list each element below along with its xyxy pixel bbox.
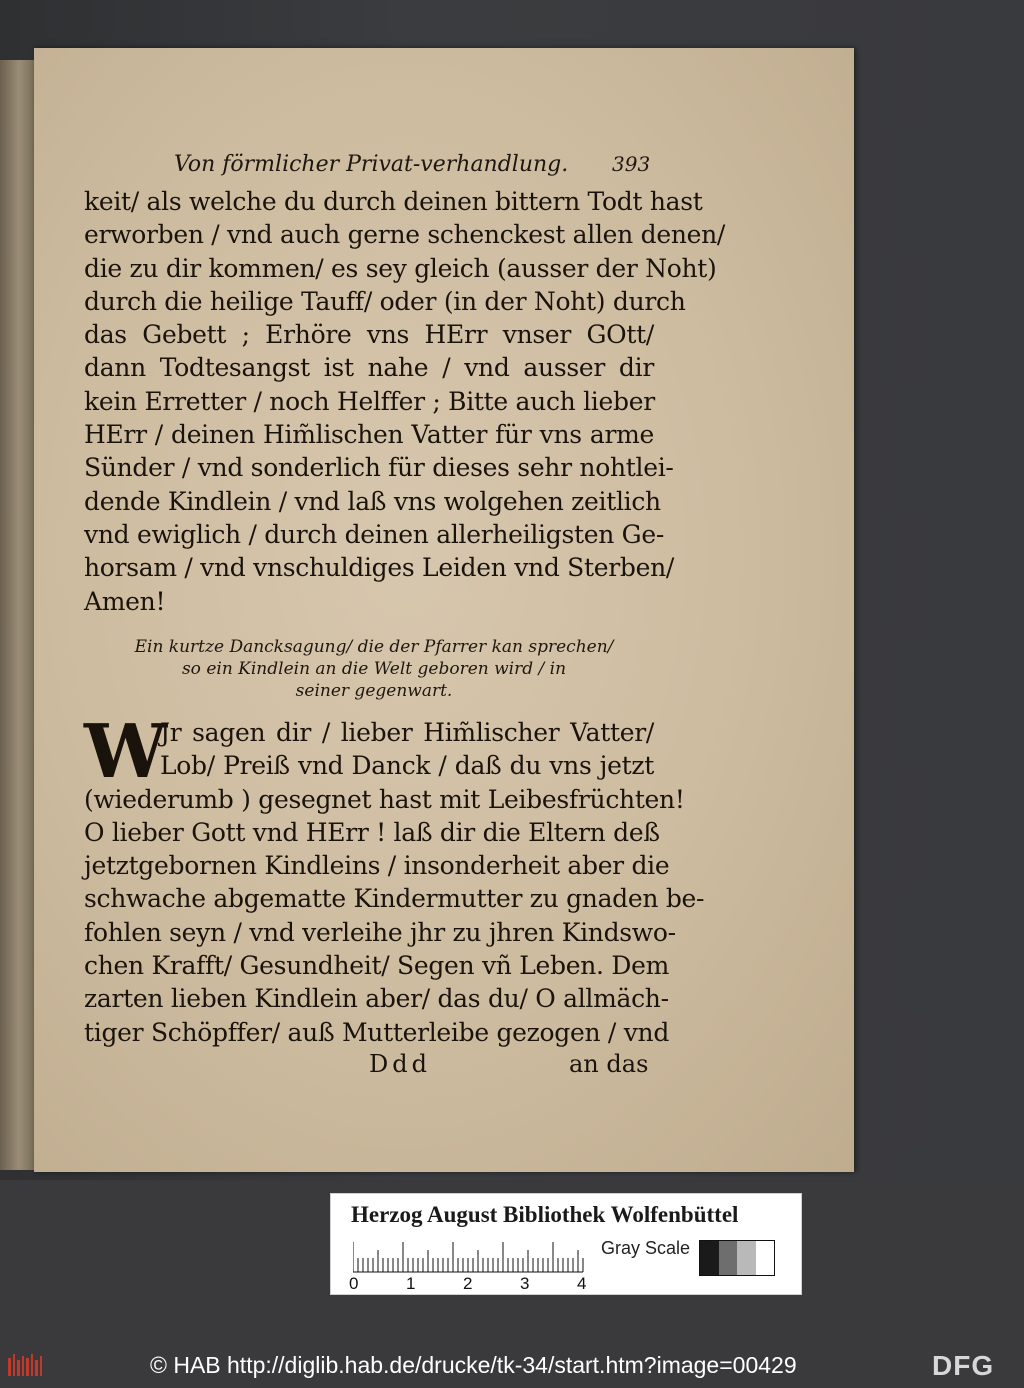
running-head: Von förmlicher Privat-verhandlung.	[174, 152, 569, 177]
prayer-text	[84, 709, 705, 1049]
text-line: O lieber Gott vnd HErr ! laß dir die Eltern deß	[84, 817, 660, 847]
text-line: Jr sagen dir / lieber Him̃lischer Vatter/	[160, 718, 654, 747]
text-line: das Gebett ; Erhöre vns HErr vnser GOtt/	[84, 320, 654, 350]
scale-ruler	[353, 1238, 593, 1274]
ruler-number: 1	[406, 1274, 416, 1293]
text-line: dende Kindlein / vnd laß vns wolgehen zeitlich	[84, 486, 661, 516]
text-line: HErr / deinen Him̃lischen Vatter für vns arme	[84, 420, 654, 450]
text-line: vnd ewiglich / durch deinen allerheiligsten Ge-	[84, 519, 664, 549]
barcode-icon	[8, 1354, 44, 1378]
heading-line: so ein Kindlein an die Welt geboren wird / in	[181, 659, 567, 679]
text-line: chen Krafft/ Gesundheit/ Segen vñ Leben. Dem	[84, 951, 669, 981]
ruler-number: 4	[577, 1274, 587, 1293]
viewer-footer	[0, 1340, 1024, 1388]
ruler-numbers	[349, 1276, 609, 1296]
dfg-logo: DFG	[932, 1350, 995, 1381]
text-line: tiger Schöpffer/ auß Mutterleibe gezogen / vnd	[84, 1017, 670, 1047]
ruler-number: 3	[520, 1274, 530, 1293]
text-line: jetztgebornen Kindleins / insonderheit aber die	[84, 851, 670, 881]
gray-swatch	[700, 1241, 719, 1275]
text-line: durch die heilige Tauff/ oder (in der Noht) durch	[84, 286, 686, 316]
text-line: zarten lieben Kindlein aber/ das du/ O allmäch-	[84, 984, 669, 1014]
text-line: keit/ als welche du durch deinen bittern Todt hast	[84, 187, 703, 216]
drop-cap-initial: W	[84, 709, 168, 795]
gray-scale-swatches	[699, 1240, 775, 1276]
copyright-link[interactable]: © HAB http://diglib.hab.de/drucke/tk-34/start.htm?image=00429	[150, 1352, 797, 1378]
gray-swatch	[737, 1241, 756, 1275]
text-line: die zu dir kommen/ es sey gleich (ausser der Noht)	[84, 253, 717, 283]
facing-page-bleed	[4, 250, 30, 1150]
body-text	[84, 185, 726, 618]
library-label-card	[330, 1193, 802, 1295]
library-name: Herzog August Bibliothek Wolfenbüttel	[351, 1202, 739, 1227]
book-page	[34, 48, 854, 1172]
text-line: Lob/ Preiß vnd Danck / daß du vns jetzt	[160, 751, 654, 781]
text-line: dann Todtesangst ist nahe / vnd ausser dir	[84, 353, 654, 383]
text-line: Amen!	[84, 586, 166, 616]
section-heading	[94, 636, 654, 702]
signature-mark: Ddd	[369, 1050, 431, 1078]
heading-line: seiner gegenwart.	[295, 681, 453, 701]
heading-line: Ein kurtze Dancksagung/ die der Pfarrer kan sprechen/	[134, 637, 614, 657]
gray-scale-label: Gray Scale	[601, 1238, 691, 1258]
text-line: schwache abgematte Kindermutter zu gnaden be-	[84, 884, 705, 914]
facing-page-edge	[0, 60, 34, 1170]
text-line: (wiederumb ) gesegnet hast mit Leibesfrüchten!	[84, 784, 685, 814]
ruler-number: 0	[349, 1274, 359, 1293]
catchword: an das	[569, 1050, 649, 1078]
text-line: horsam / vnd vnschuldiges Leiden vnd Sterben/	[84, 553, 675, 583]
text-line: erworben / vnd auch gerne schenckest allen denen/	[84, 220, 726, 250]
gray-swatch	[756, 1241, 775, 1275]
text-line: Sünder / vnd sonderlich für dieses sehr nohtlei-	[84, 453, 674, 483]
page-number: 393	[612, 152, 651, 176]
text-line: kein Erretter / noch Helffer ; Bitte auch lieber	[84, 386, 655, 416]
text-line: fohlen seyn / vnd verleihe jhr zu jhren Kindswo-	[84, 917, 676, 947]
gray-swatch	[719, 1241, 738, 1275]
ruler-number: 2	[463, 1274, 473, 1293]
